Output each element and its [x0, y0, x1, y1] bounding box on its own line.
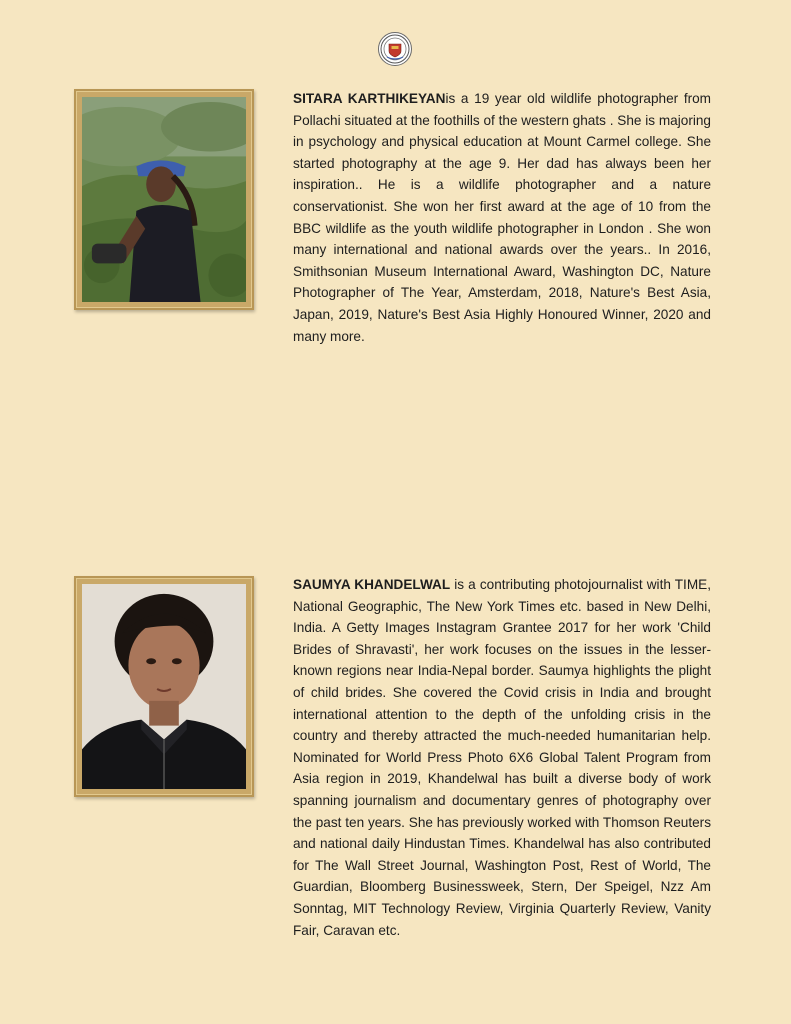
- profile-photo-sitara: [74, 89, 254, 310]
- profile-bio-saumya: [293, 574, 711, 941]
- profile-bio-text: is a 19 year old wildlife photographer from Pollachi situated at the foothills of the western ghats . She is majoring in psychology and physical education at Mount Carmel college. She started photography at the age 9. Her dad has always been her inspiration.. He is a wildlife photographer and a nature conservationist. She won her first award at the age of 10 from the BBC wildlife as the youth wildlife photographer in London . She won many international and national awards over the years.. In 2016, Smithsonian Museum International Award, Washington DC, Nature Photographer of The Year, Amsterdam, 2018, Nature's Best Asia, Japan, 2019, Nature's Best Asia Highly Honoured Winner, 2020 and many more.: [293, 91, 712, 344]
- profile-photo-saumya: [74, 576, 254, 797]
- profile-bio-sitara: [293, 88, 711, 347]
- institution-emblem-icon: [378, 32, 412, 66]
- profile-name: SITARA KARTHIKEYAN: [293, 91, 446, 106]
- profile-bio-text: is a contributing photojournalist with TIME, National Geographic, The New York Times etc. based in New Delhi, India. A Getty Images Instagram Grantee 2017 for her work 'Child Brides of Shravasti', her work focuses on the issues in the lesser-known regions near India-Nepal border. Saumya highlights the plight of child brides. She covered the Covid crisis in India and brought international attention to the depth of the unfolding crisis in the country and thereby attracted the much-needed humanitarian help. Nominated for World Press Photo 6X6 Global Talent Program from Asia region in 2019, Khandelwal has built a diverse body of work spanning journalism and documentary genres of photography over the past ten years. She has previously worked with Thomson Reuters and national daily Hindustan Times. Khandelwal has also contributed for The Wall Street Journal, Washington Post, Rest of World, The Guardian, Bloomberg Businessweek, Stern, Der Speigel, Nzz Am Sonntag, MIT Technology Review, Virginia Quarterly Review, Vanity Fair, Caravan etc.: [293, 577, 711, 938]
- profile-name: SAUMYA KHANDELWAL: [293, 577, 451, 592]
